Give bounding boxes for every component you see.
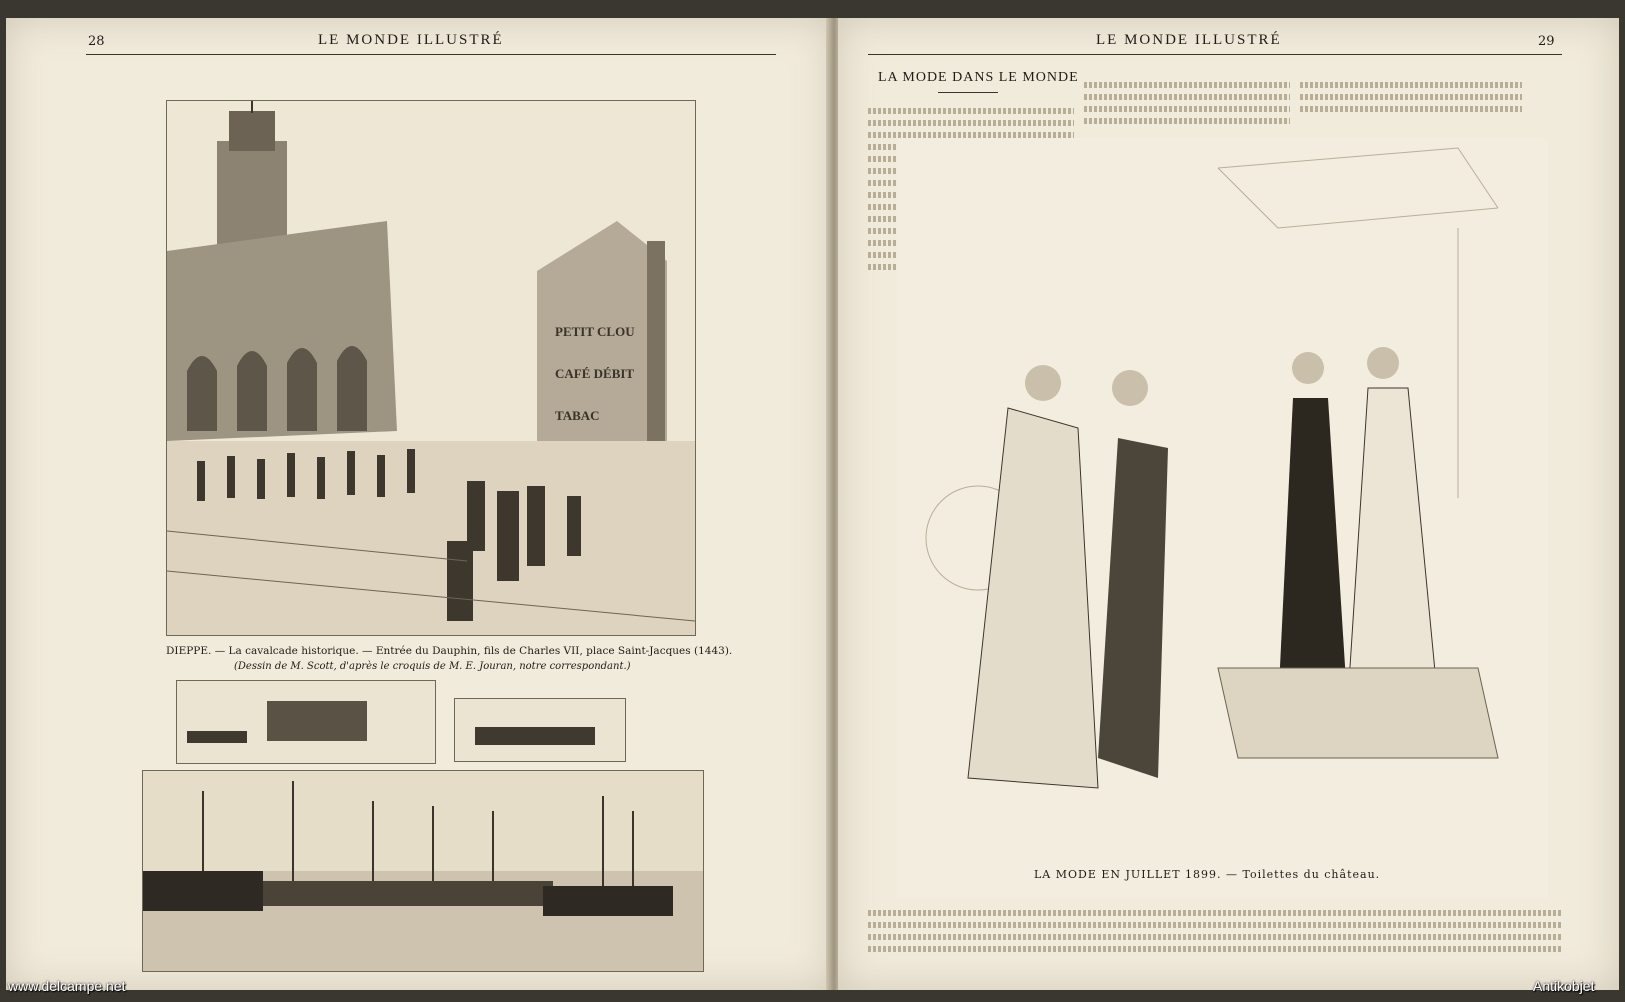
left-header-rule — [86, 54, 776, 55]
right-header-rule — [868, 54, 1562, 55]
warships-engraving — [142, 770, 704, 972]
left-running-title: LE MONDE ILLUSTRÉ — [318, 32, 504, 48]
bottom-text-columns — [868, 904, 1562, 974]
shop-sign-line-3: TABAC — [555, 408, 600, 423]
harbour-sketch-left — [176, 680, 436, 764]
watermark-right: Antikobjet — [1533, 978, 1595, 994]
right-page-number: 29 — [1538, 34, 1555, 49]
fashion-plate — [898, 138, 1548, 898]
section-title: LA MODE DANS LE MONDE — [878, 70, 1079, 85]
dieppe-cavalcade-engraving — [166, 100, 696, 636]
section-title-rule — [938, 92, 998, 93]
fashion-caption: LA MODE EN JUILLET 1899. — Toilettes du château. — [1034, 868, 1381, 881]
shop-sign-line-2: CAFÉ DÉBIT — [555, 366, 635, 381]
harbour-sketch-right — [454, 698, 626, 762]
shop-sign-line-1: PETIT CLOU — [555, 324, 635, 339]
text-column-2 — [1084, 76, 1290, 136]
left-page-number: 28 — [88, 34, 105, 49]
watermark-left: www.delcampe.net — [8, 978, 126, 994]
right-page — [838, 18, 1619, 990]
right-running-title: LE MONDE ILLUSTRÉ — [1096, 32, 1282, 48]
text-column-3 — [1300, 76, 1522, 128]
dieppe-credit: (Dessin de M. Scott, d'après le croquis de M. E. Jouran, notre correspondant.) — [234, 661, 631, 672]
left-page — [6, 18, 832, 990]
dieppe-caption: DIEPPE. — La cavalcade historique. — Entrée du Dauphin, fils de Charles VII, place Saint-Jacques (1443). — [166, 645, 733, 657]
